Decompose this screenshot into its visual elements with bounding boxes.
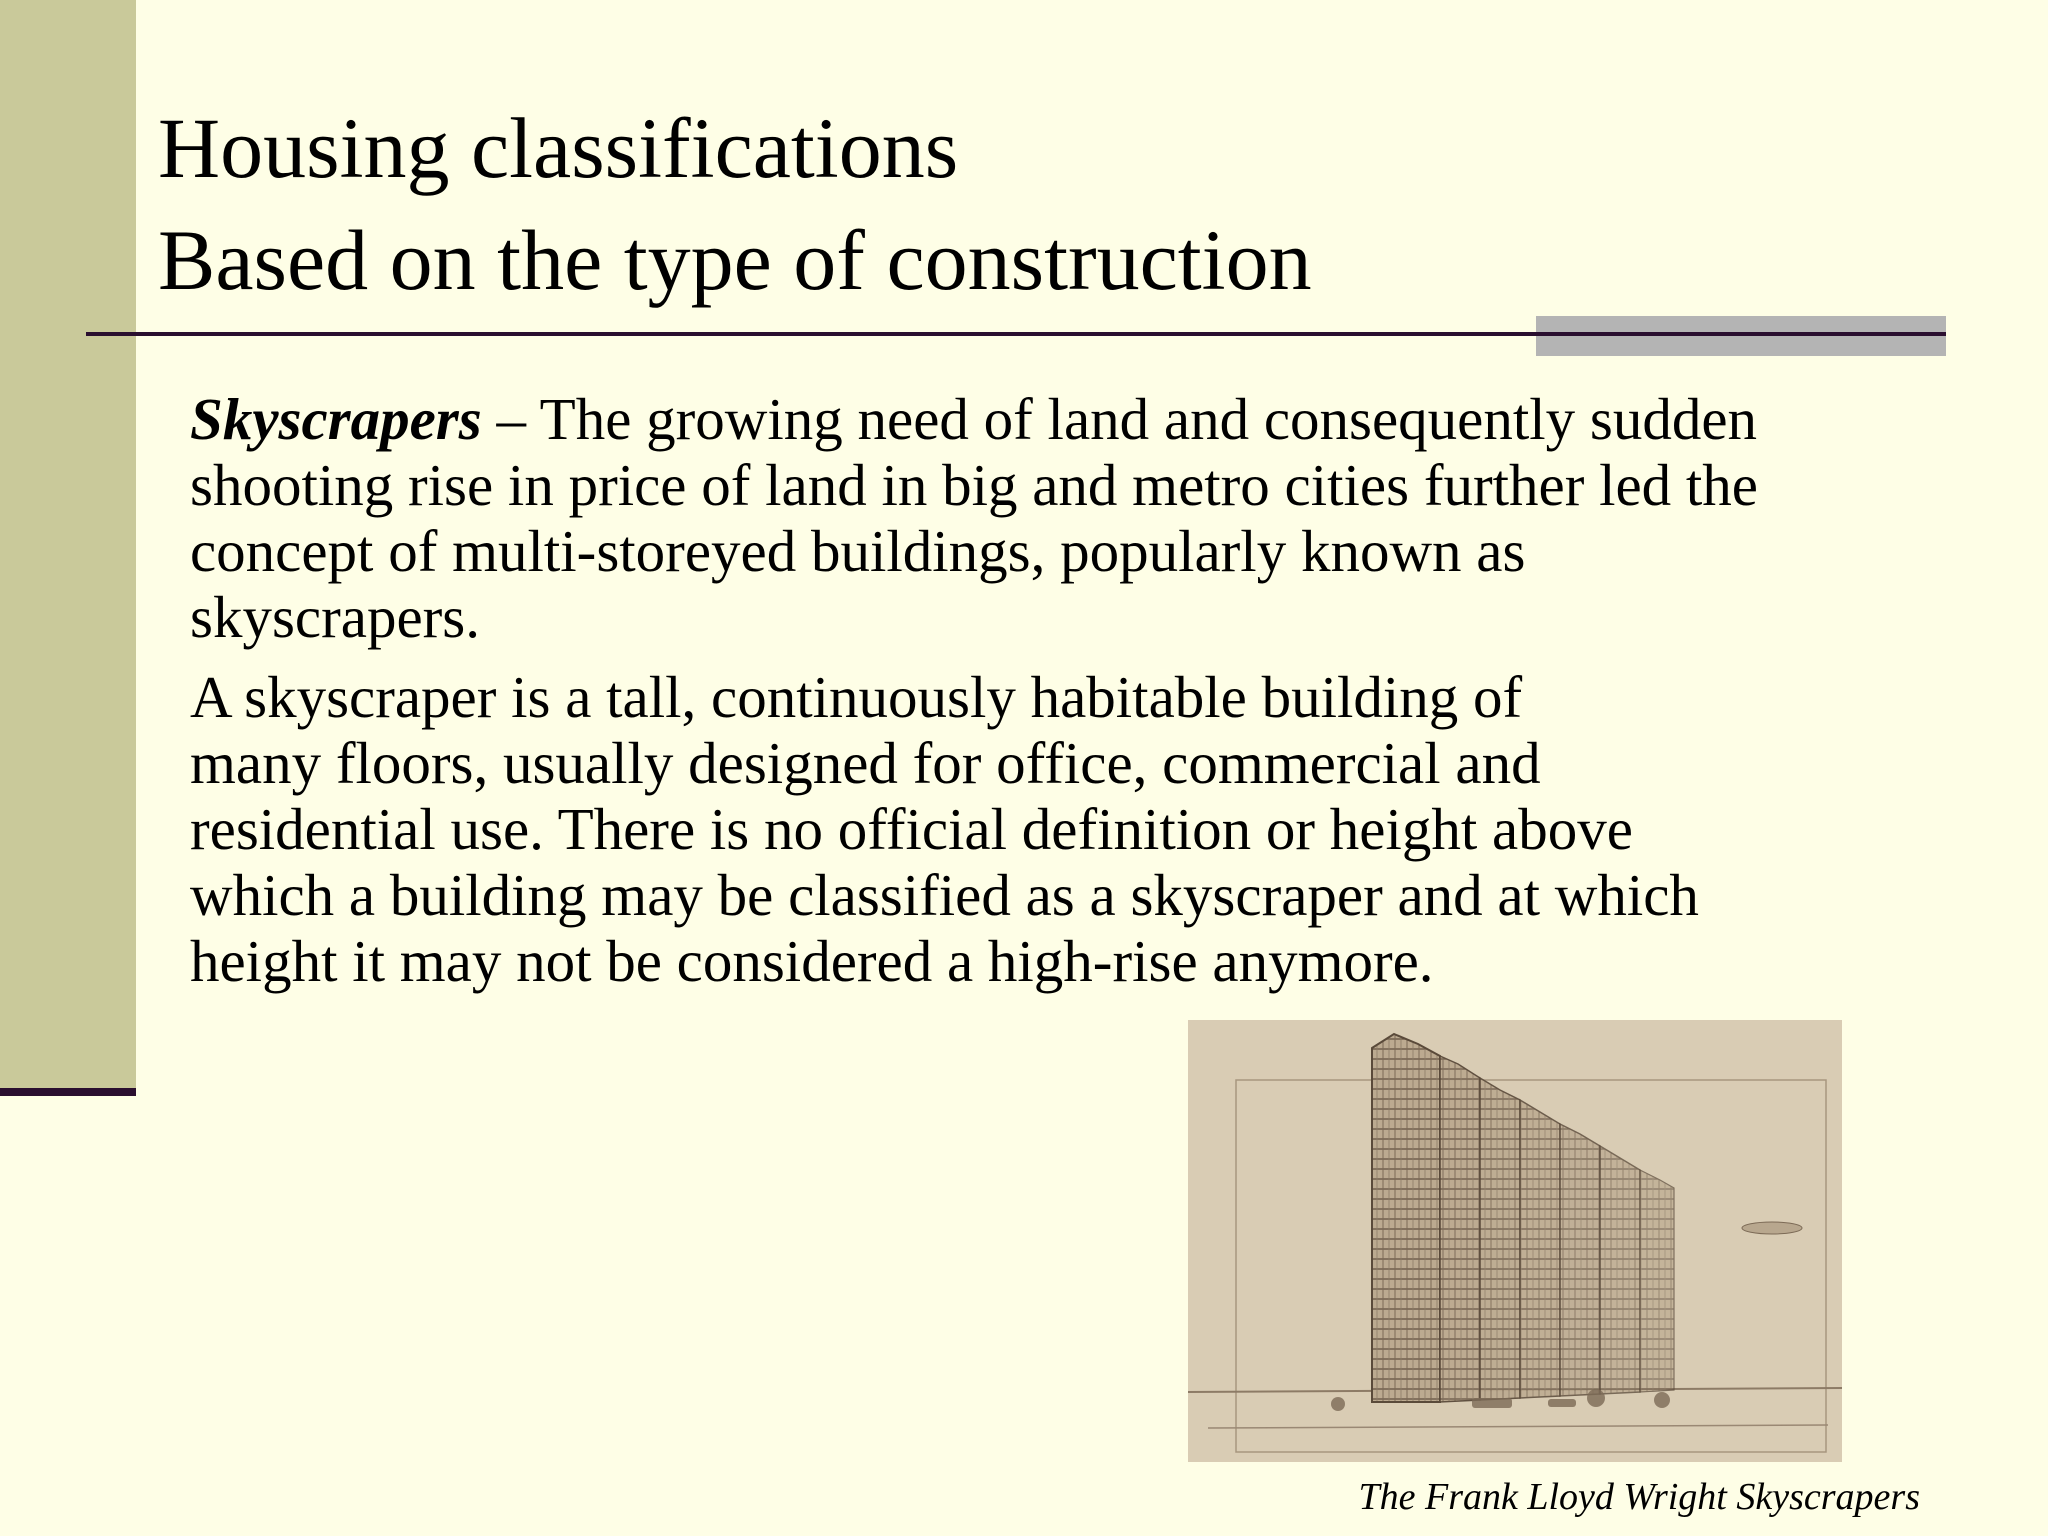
image-caption: The Frank Lloyd Wright Skyscrapers — [1358, 1476, 1920, 1518]
architectural-sketch-icon — [1188, 1020, 1842, 1462]
line-2: many floors, usually designed for office, commercial and — [190, 730, 1541, 796]
line-3: residential use. There is no official definition or height above — [190, 796, 1633, 862]
sidebar-divider — [0, 1088, 136, 1096]
line-1-rest: – The growing need of land and consequently sudden — [481, 386, 1758, 452]
line-2: shooting rise in price of land in big and metro cities further led the — [190, 452, 1758, 518]
title-accent-bar — [1536, 316, 1946, 356]
line-1: A skyscraper is a tall, continuously habitable building of — [190, 664, 1523, 730]
skyscraper-sketch-image — [1188, 1020, 1842, 1462]
slide-title — [158, 92, 1958, 316]
line-5: height it may not be considered a high-rise anymore. — [190, 928, 1434, 994]
line-3: concept of multi-storeyed buildings, popularly known as — [190, 518, 1526, 584]
slide-body — [190, 386, 2020, 994]
title-line-2: Based on the type of construction — [158, 212, 1312, 308]
paragraph-definition — [190, 664, 2020, 994]
line-4: which a building may be classified as a skyscraper and at which — [190, 862, 1699, 928]
paragraph-skyscrapers — [190, 386, 2020, 650]
line-1 — [190, 386, 1757, 452]
title-line-1: Housing classifications — [158, 100, 959, 196]
sidebar-accent — [0, 0, 136, 1088]
title-divider — [86, 332, 1946, 336]
term-skyscrapers: Skyscrapers — [190, 386, 482, 452]
line-4: skyscrapers. — [190, 584, 480, 650]
